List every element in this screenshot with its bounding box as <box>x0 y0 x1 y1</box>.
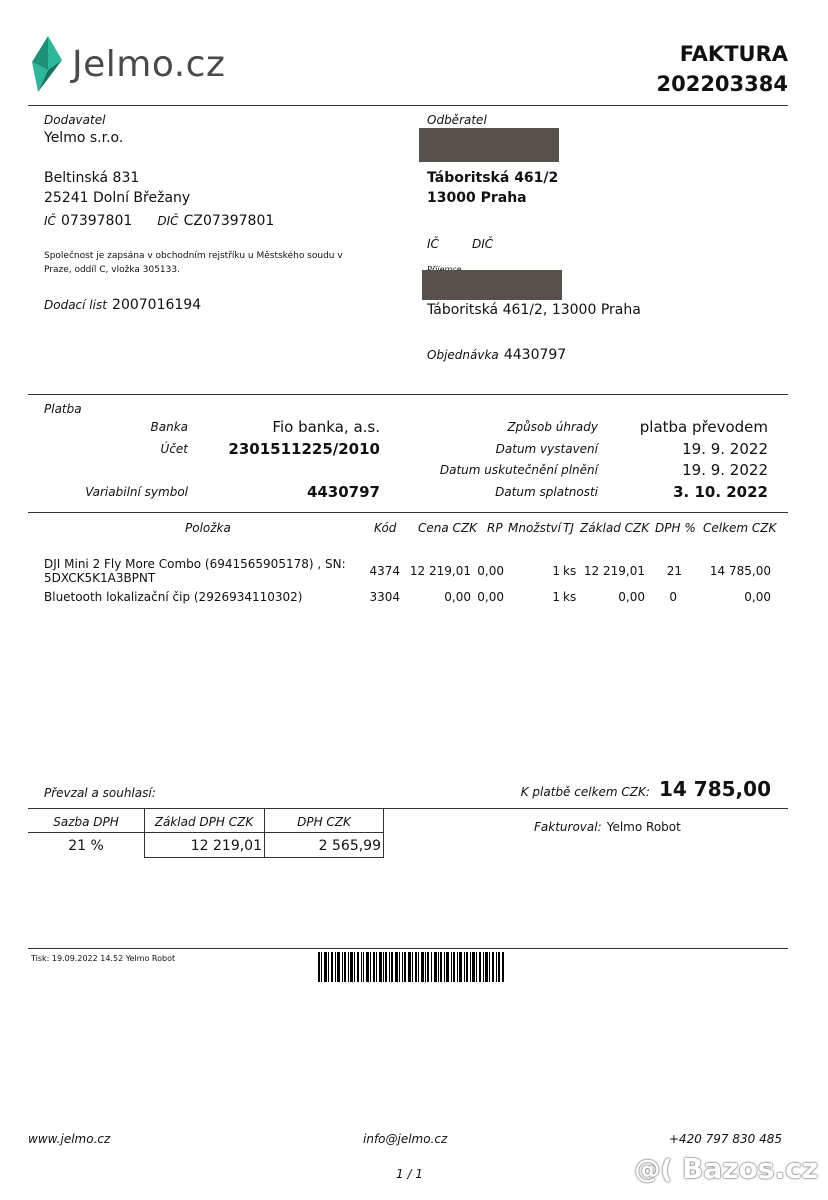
issued-value: 19. 9. 2022 <box>682 440 768 458</box>
delivery-number: 2007016194 <box>112 297 202 313</box>
recipient-name-redacted <box>422 270 562 300</box>
item-base: 12 219,01 <box>583 564 645 578</box>
supplier-label: Dodavatel <box>44 113 106 127</box>
watermark-text: Bazos.cz <box>682 1152 818 1185</box>
footer-phone: +420 797 830 485 <box>668 1132 782 1146</box>
vat-header-amount: DPH CZK <box>297 815 351 829</box>
col-header-base: Základ CZK <box>580 521 650 535</box>
invoiced-label: Fakturoval: <box>534 820 602 834</box>
item-vat: 0 <box>669 590 677 604</box>
due-value: 3. 10. 2022 <box>673 483 768 501</box>
col-header-code: Kód <box>374 521 397 535</box>
item-qty: 1 <box>552 564 560 578</box>
barcode <box>318 952 504 982</box>
vat-header-rate: Sazba DPH <box>53 815 119 829</box>
due-label: Datum splatnosti <box>495 485 598 499</box>
item-base: 0,00 <box>618 590 645 604</box>
col-header-rp: RP <box>487 521 503 535</box>
vs-label: Variabilní symbol <box>85 485 188 499</box>
registry-line2: Praze, oddíl C, vložka 305133. <box>44 265 180 275</box>
address-divider <box>28 394 788 395</box>
order-number: 4430797 <box>503 347 567 363</box>
footer-email[interactable]: info@jelmo.cz <box>363 1132 448 1146</box>
payment-label: Platba <box>44 402 82 416</box>
item-name-line1: DJI Mini 2 Fly More Combo (6941565905178) , SN: <box>44 557 346 571</box>
item-code: 4374 <box>369 564 400 578</box>
method-label: Způsob úhrady <box>507 420 598 434</box>
item-price: 12 219,01 <box>409 564 471 578</box>
customer-name-redacted <box>419 128 559 162</box>
item-total: 0,00 <box>744 590 771 604</box>
item-unit: ks <box>563 564 577 578</box>
supplier-ic: 07397801 <box>61 213 133 229</box>
order-ref <box>427 344 566 363</box>
col-header-total: Celkem CZK <box>703 521 777 535</box>
vat-header-base: Základ DPH CZK <box>154 815 254 829</box>
item-total: 14 785,00 <box>709 564 771 578</box>
summary-divider <box>28 808 788 809</box>
item-code: 3304 <box>369 590 400 604</box>
invoiced-by <box>534 816 681 835</box>
item-rp: 0,00 <box>477 564 504 578</box>
supplier-ic-label: IČ <box>44 214 56 228</box>
supplier-street: Beltinská 831 <box>44 170 140 186</box>
vat-amount: 2 565,99 <box>318 838 381 854</box>
registry-line1: Společnost je zapsána v obchodním rejstříku u Městského soudu v <box>44 251 343 261</box>
item-name-line2: 5DXCK5K1A3BPNT <box>44 571 156 585</box>
account-label: Účet <box>160 442 188 456</box>
vs-value: 4430797 <box>306 483 380 501</box>
customer-label: Odběratel <box>427 113 487 127</box>
customer-ic-label: IČ <box>427 237 439 251</box>
supplier-dic: CZ07397801 <box>183 213 275 229</box>
order-label: Objednávka <box>427 348 499 362</box>
print-info: Tisk: 19.09.2022 14.52 Yelmo Robot <box>31 954 176 963</box>
col-header-qty: Množství <box>508 521 561 535</box>
bank-label: Banka <box>150 420 188 434</box>
supplier-ids <box>44 210 274 229</box>
customer-ids <box>427 233 493 252</box>
footer-web[interactable]: www.jelmo.cz <box>28 1132 111 1146</box>
item-rp: 0,00 <box>477 590 504 604</box>
supplier-name: Yelmo s.r.o. <box>44 130 124 146</box>
issued-label: Datum vystavení <box>495 442 598 456</box>
taxable-value: 19. 9. 2022 <box>682 461 768 479</box>
col-header-item: Položka <box>185 521 231 535</box>
item-name-line1: Bluetooth lokalizační čip (2926934110302) <box>44 590 303 604</box>
col-header-price: Cena CZK <box>418 521 478 535</box>
supplier-city: 25241 Dolní Břežany <box>44 190 191 206</box>
total-due-value: 14 785,00 <box>659 777 771 801</box>
logo-text: Jelmo.cz <box>72 44 226 85</box>
bank-value: Fio banka, a.s. <box>272 418 380 436</box>
item-vat: 21 <box>666 564 682 578</box>
customer-street: Táboritská 461/2 <box>427 170 559 186</box>
vat-base: 12 219,01 <box>190 838 262 854</box>
item-qty: 1 <box>552 590 560 604</box>
doc-type: FAKTURA <box>679 42 788 66</box>
logo <box>26 34 256 94</box>
invoiced-name: Yelmo Robot <box>606 820 681 834</box>
total-due-label: K platbě celkem CZK: <box>520 785 650 799</box>
vat-rate: 21 % <box>68 838 104 854</box>
page-number: 1 / 1 <box>396 1167 423 1181</box>
header-divider <box>28 105 788 106</box>
doc-number: 202203384 <box>656 72 788 96</box>
delivery-note <box>44 294 201 313</box>
col-header-unit: TJ <box>563 521 574 535</box>
jelmo-leaf-icon <box>26 34 66 94</box>
watermark-at-icon: @( <box>634 1155 673 1185</box>
account-value: 2301511225/2010 <box>228 440 380 458</box>
item-unit: ks <box>563 590 577 604</box>
customer-dic-label: DIČ <box>472 237 494 251</box>
payment-divider <box>28 512 788 513</box>
print-divider <box>28 948 788 949</box>
delivery-label: Dodací list <box>44 298 107 312</box>
taxable-label: Datum uskutečnění plnění <box>439 463 598 477</box>
item-price: 0,00 <box>444 590 471 604</box>
supplier-dic-label: DIČ <box>157 214 179 228</box>
bazos-watermark <box>634 1152 818 1185</box>
customer-city: 13000 Praha <box>427 190 527 206</box>
method-value: platba převodem <box>639 418 768 436</box>
total-due <box>521 777 771 801</box>
received-label: Převzal a souhlasí: <box>44 786 156 800</box>
recipient-address: Táboritská 461/2, 13000 Praha <box>427 302 641 318</box>
col-header-vat: DPH % <box>655 521 696 535</box>
